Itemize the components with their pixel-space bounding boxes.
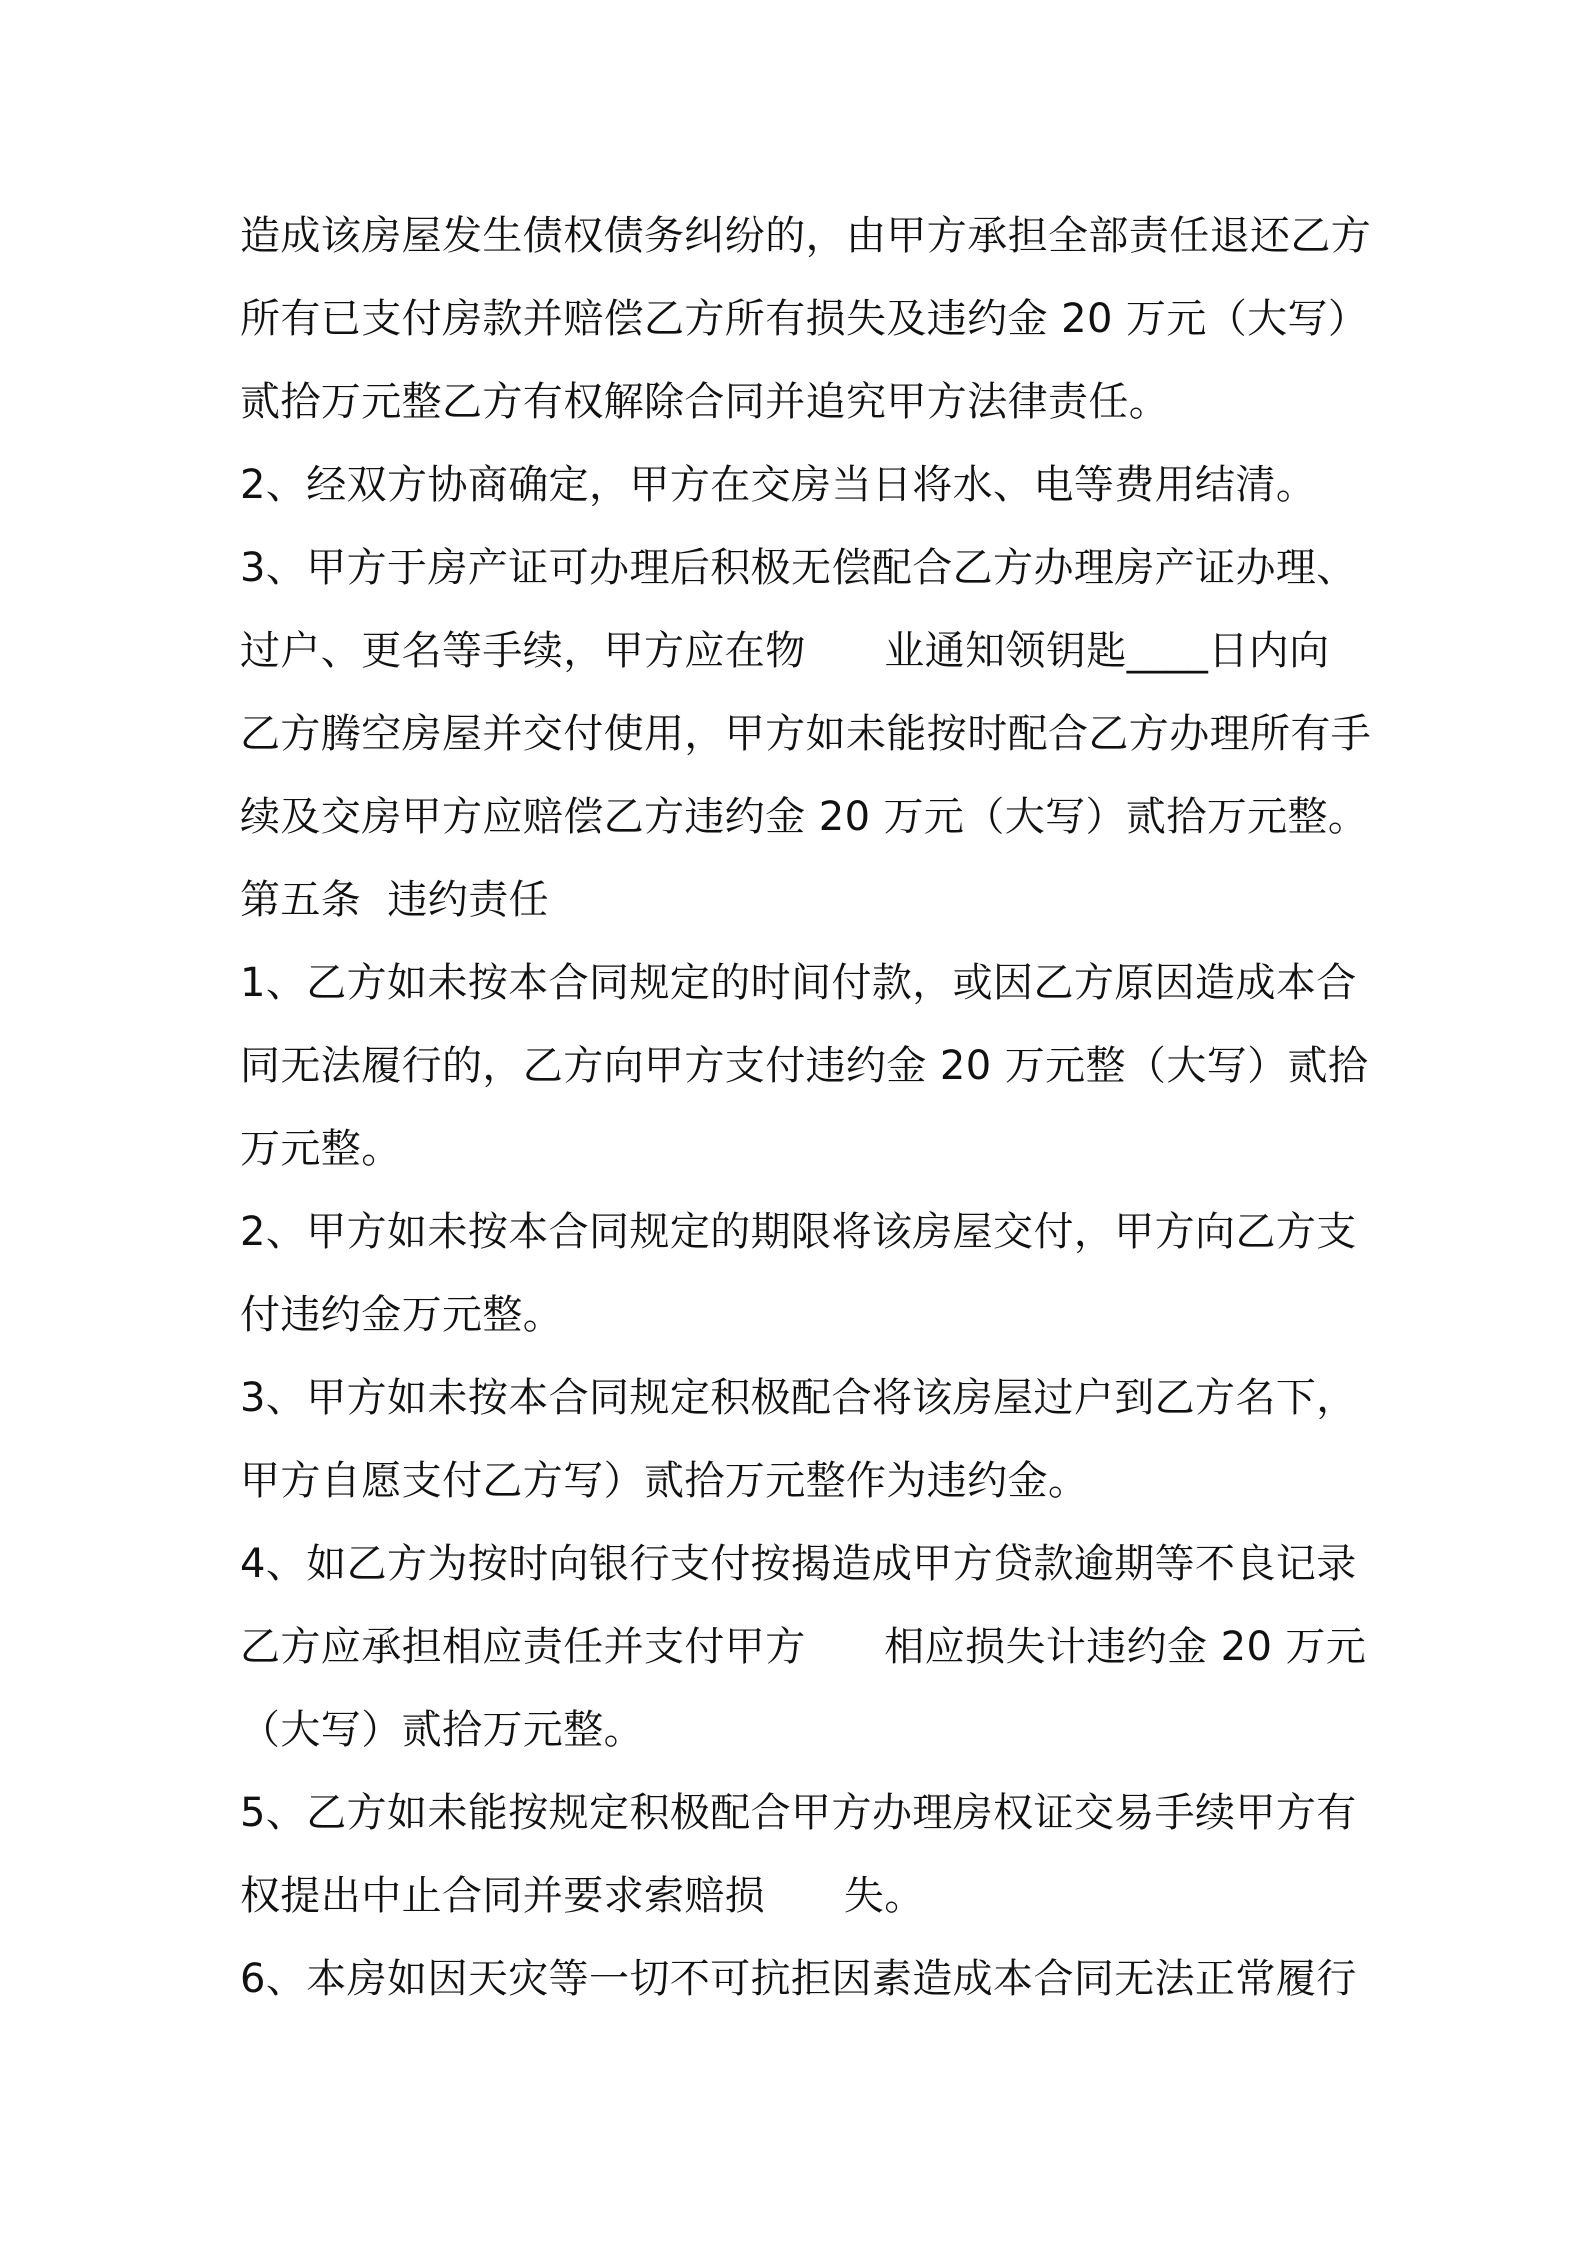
breach-3-line-2: 甲方自愿支付乙方写）贰拾万元整作为违约金。 — [240, 1458, 1089, 1504]
clause-3-line-1: 3、甲方于房产证可办理后积极无偿配合乙方办理房产证办理、 — [240, 545, 1357, 591]
breach-4-line-2: 乙方应承担相应责任并支付甲方 相应损失计违约金 20 万元 — [240, 1624, 1367, 1670]
breach-4-line-3: （大写）贰拾万元整。 — [240, 1707, 644, 1753]
breach-1-line-1: 1、乙方如未按本合同规定的时间付款，或因乙方原因造成本合 — [240, 960, 1357, 1006]
clause-3-line-2: 过户、更名等手续，甲方应在物 业通知领钥匙____日内向 — [240, 628, 1330, 674]
breach-2-line-2: 付违约金万元整。 — [240, 1292, 564, 1338]
breach-2-line-1: 2、甲方如未按本合同规定的期限将该房屋交付，甲方向乙方支 — [240, 1209, 1357, 1255]
clause-3-line-4: 续及交房甲方应赔偿乙方违约金 20 万元（大写）贰拾万元整。 — [240, 794, 1369, 840]
breach-4-line-1: 4、如乙方为按时向银行支付按揭造成甲方贷款逾期等不良记录 — [240, 1541, 1357, 1587]
breach-5-line-1: 5、乙方如未能按规定积极配合甲方办理房权证交易手续甲方有 — [240, 1790, 1357, 1836]
clause-2-line-1: 2、经双方协商确定，甲方在交房当日将水、电等费用结清。 — [240, 462, 1317, 508]
text-line-1: 造成该房屋发生债权债务纠纷的，由甲方承担全部责任退还乙方 — [240, 213, 1372, 259]
document-body — [240, 195, 1372, 2021]
breach-5-line-2: 权提出中止合同并要求索赔损 失。 — [240, 1873, 925, 1919]
section-heading-article-5: 第五条 违约责任 — [240, 877, 550, 923]
clause-3-line-3: 乙方腾空房屋并交付使用，甲方如未能按时配合乙方办理所有手 — [240, 711, 1372, 757]
breach-3-line-1: 3、甲方如未按本合同规定积极配合将该房屋过户到乙方名下， — [240, 1375, 1357, 1421]
breach-1-line-2: 同无法履行的，乙方向甲方支付违约金 20 万元整（大写）贰拾 — [240, 1043, 1369, 1089]
breach-6-line-1: 6、本房如因天灾等一切不可抗拒因素造成本合同无法正常履行 — [240, 1956, 1357, 2002]
text-line-2: 所有已支付房款并赔偿乙方所有损失及违约金 20 万元（大写） — [240, 296, 1369, 342]
text-line-3: 贰拾万元整乙方有权解除合同并追究甲方法律责任。 — [240, 379, 1170, 425]
breach-1-line-3: 万元整。 — [240, 1126, 402, 1172]
